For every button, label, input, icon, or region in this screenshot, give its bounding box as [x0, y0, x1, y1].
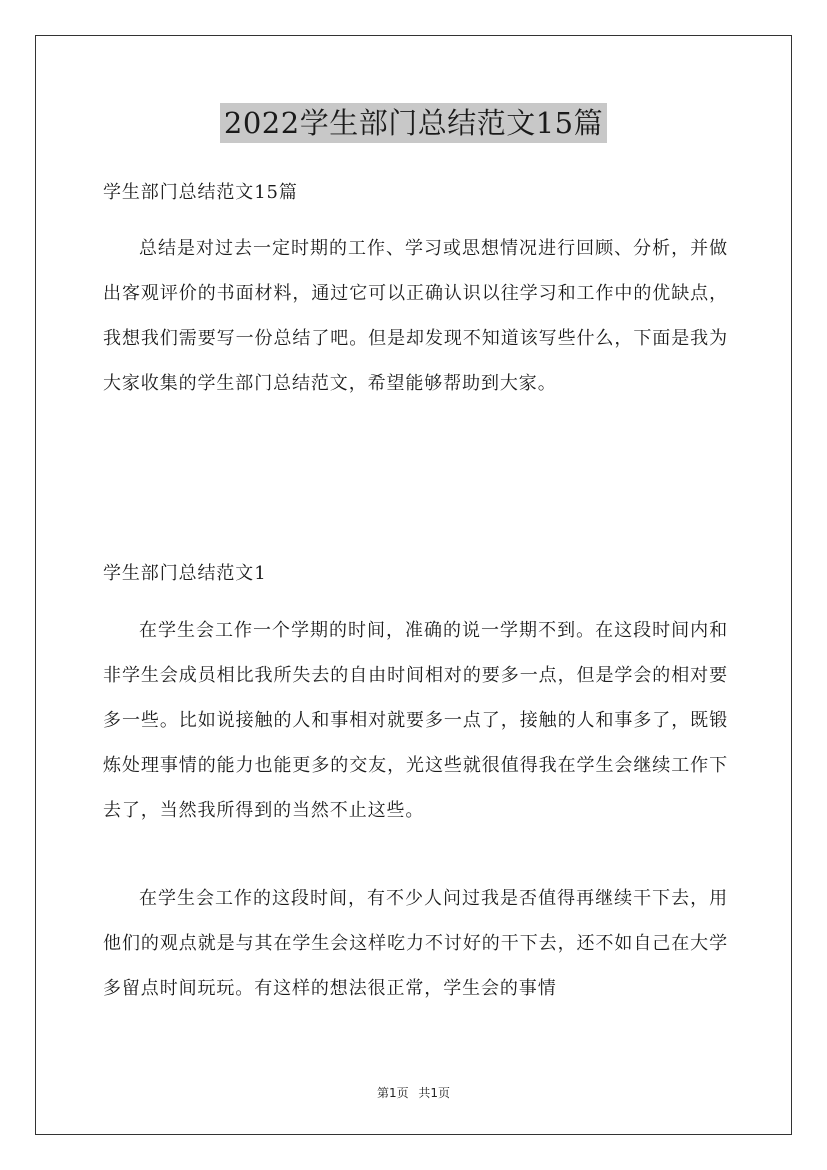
intro-paragraph: 总结是对过去一定时期的工作、学习或思想情况进行回顾、分析，并做出客观评价的书面材料，通过它可以正确认识以往学习和工作中的优缺点，我想我们需要写一份总结了吧。但是却发现不知道该写些什么，下面是我为大家收集的学生部门总结范文，希望能够帮助到大家。	[103, 238, 728, 394]
section-1-heading: 学生部门总结范文1	[103, 563, 267, 584]
document-subheading: 学生部门总结范文15篇	[103, 182, 298, 203]
section-1-paragraph-2: 在学生会工作的这段时间，有不少人问过我是否值得再继续干下去，用他们的观点就是与其在学生会这样吃力不讨好的干下去，还不如自己在大学多留点时间玩玩。有这样的想法很正常，学生会的事情	[103, 888, 728, 999]
document-title-text: 2022学生部门总结范文15篇	[220, 103, 607, 143]
section-1-paragraph-1: 在学生会工作一个学期的时间，准确的说一学期不到。在这段时间内和非学生会成员相比我所失去的自由时间相对的要多一点，但是学会的相对要多一些。比如说接触的人和事相对就要多一点了，接触的人和事多了，既锻炼处理事情的能力也能更多的交友，光这些就很值得我在学生会继续工作下去了，当然我所得到的当然不止这些。	[103, 620, 728, 821]
page-number-footer: 第1页 共1页	[376, 1086, 451, 1100]
document-title	[0, 103, 827, 143]
